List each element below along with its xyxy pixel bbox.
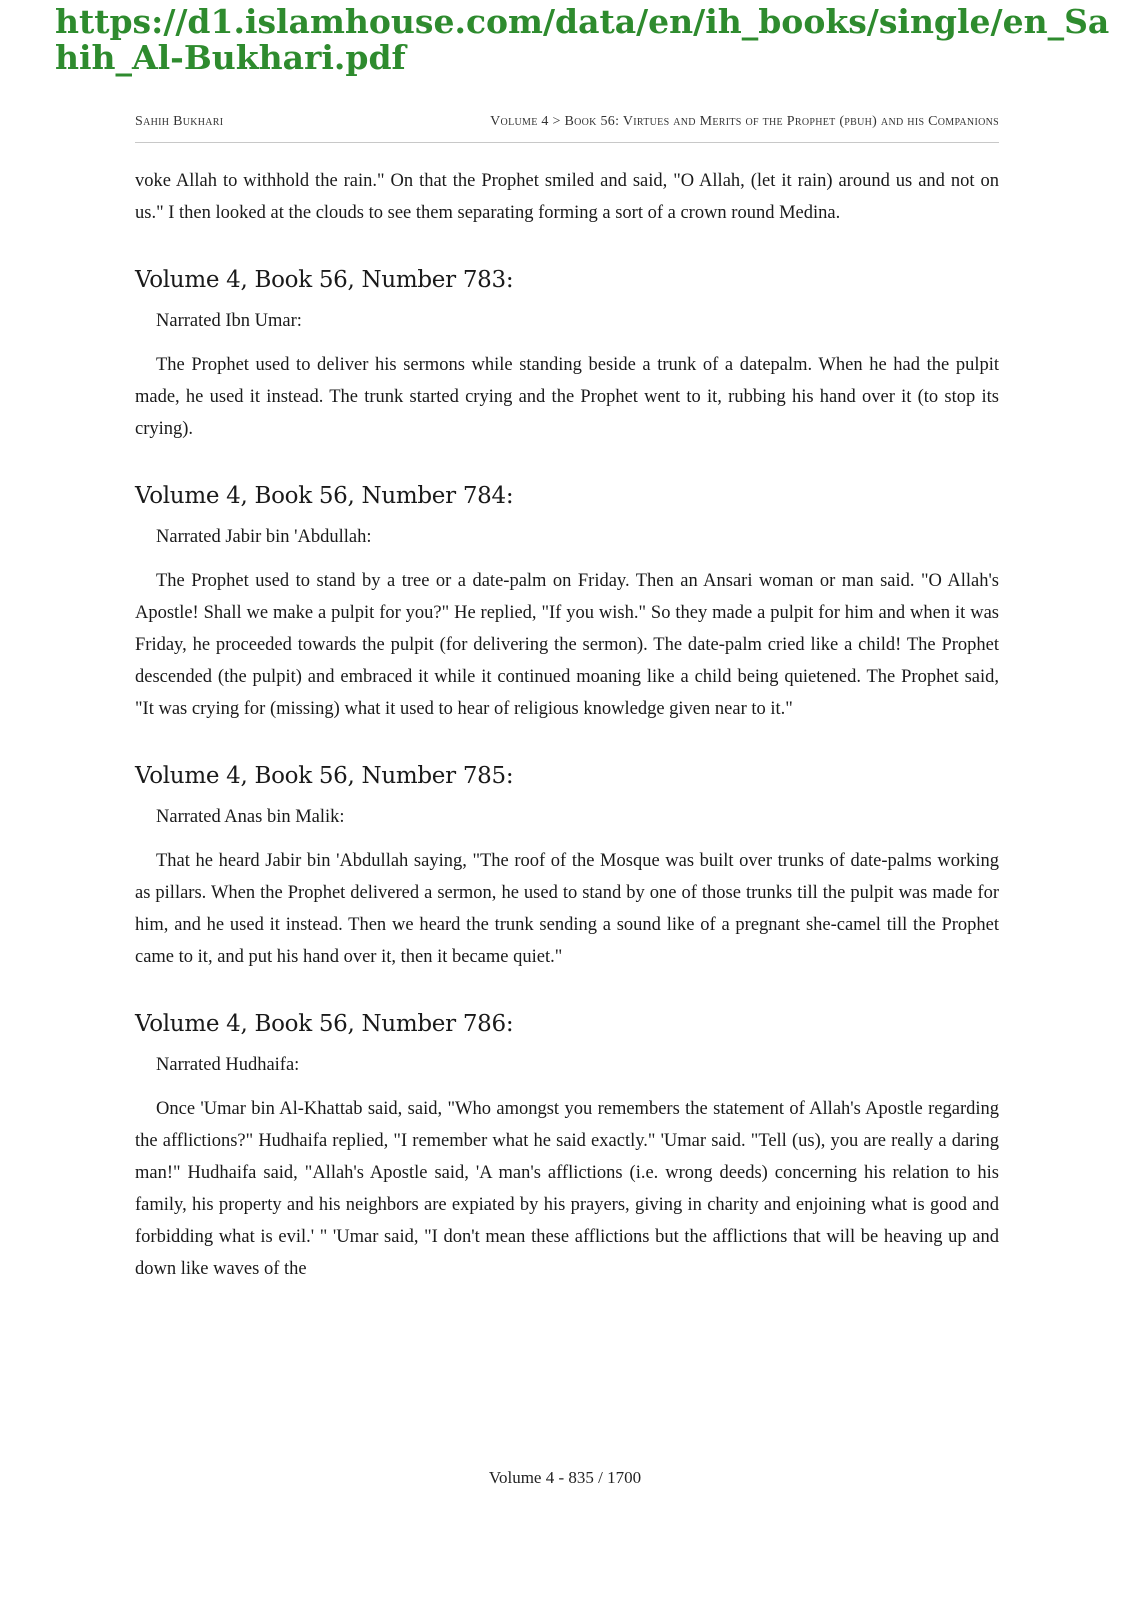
hadith-narrator: Narrated Jabir bin 'Abdullah: (156, 527, 372, 547)
hadith-784 (135, 483, 999, 725)
hadith-title: Volume 4, Book 56, Number 785: (135, 763, 514, 789)
hadith-783 (135, 267, 999, 445)
page-content (135, 165, 999, 1285)
intro-paragraph: voke Allah to withhold the rain." On that the Prophet smiled and said, "O Allah, (let it rain) around us and not on us." I then looked at the clouds to see them separating forming a sort of a crown round Medina. (135, 171, 999, 223)
hadith-text: Once 'Umar bin Al-Khattab said, said, "Who amongst you remembers the statement of Allah's Apostle regarding the afflictions?" Hudhaifa replied, "I remember what he said exactly." 'Umar said. "Tell (us), you are really a daring man!" Hudhaifa said, "Allah's Apostle said, 'A man's afflictions (i.e. wrong deeds) concerning his relation to his family, his property and his neighbors are expiated by his prayers, giving in charity and enjoining what is good and forbidding what is evil.' " 'Umar said, "I don't mean these afflictions but the afflictions that will be heaving up and down like waves of the (135, 1099, 999, 1279)
hadith-title: Volume 4, Book 56, Number 786: (135, 1011, 514, 1037)
hadith-text: That he heard Jabir bin 'Abdullah saying, "The roof of the Mosque was built over trunks of date-palms working as pillars. When the Prophet delivered a sermon, he used to stand by one of those trunks till the pulpit was made for him, and he used it instead. Then we heard the trunk sending a sound like of a pregnant she-camel till the Prophet came to it, and put his hand over it, then it became quiet." (135, 851, 999, 967)
hadith-title: Volume 4, Book 56, Number 784: (135, 483, 514, 509)
hadith-785 (135, 763, 999, 973)
running-header (135, 112, 999, 143)
hadith-title: Volume 4, Book 56, Number 783: (135, 267, 514, 293)
hadith-narrator: Narrated Hudhaifa: (156, 1055, 300, 1075)
header-book-title: Sahih Bukhari (135, 114, 224, 129)
hadith-text: The Prophet used to deliver his sermons while standing beside a trunk of a datepalm. When he had the pulpit made, he used it instead. The trunk started crying and the Prophet went to it, rubbing his hand over it (to stop its crying). (135, 355, 999, 439)
hadith-786 (135, 1011, 999, 1285)
hadith-text: The Prophet used to stand by a tree or a date-palm on Friday. Then an Ansari woman or man said. "O Allah's Apostle! Shall we make a pulpit for you?" He replied, "If you wish." So they made a pulpit for him and when it was Friday, he proceeded towards the pulpit (for delivering the sermon). The date-palm cried like a child! The Prophet descended (the pulpit) and embraced it while it continued moaning like a child being quietened. The Prophet said, "It was crying for (missing) what it used to hear of religious knowledge given near to it." (135, 571, 999, 719)
header-chapter-title: Volume 4 > Book 56: Virtues and Merits of the Prophet (pbuh) and his Companions (490, 114, 999, 129)
hadith-narrator: Narrated Ibn Umar: (156, 311, 302, 331)
hadith-narrator: Narrated Anas bin Malik: (156, 807, 345, 827)
page-footer: Volume 4 - 835 / 1700 (488, 1468, 642, 1487)
source-url[interactable]: https://d1.islamhouse.com/data/en/ih_books/single/en_Sahih_Al-Bukhari.pdf (55, 2, 1110, 77)
